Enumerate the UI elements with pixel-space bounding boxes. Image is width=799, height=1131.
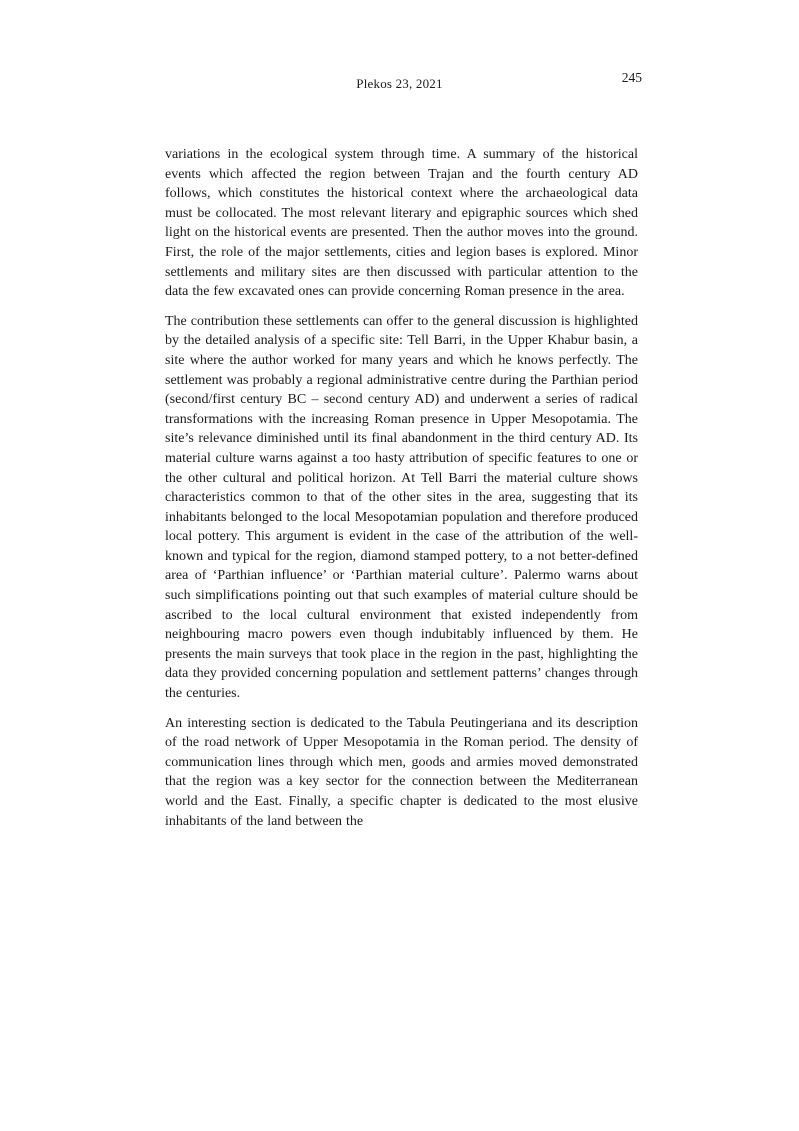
page-number: 245 [621, 70, 642, 85]
paragraph-1: variations in the ecological system through time. A summary of the historical events which affected the region between Trajan and the fourth century AD follows, which constitutes the historical context where the archaeological data must be collocated. The most relevant literary and epigraphic sources which shed light on the historical events are presented. Then the author moves into the ground. First, the role of the major settlements, cities and legion bases is explored. Minor settlements and military sites are then discussed with particular attention to the data the few excavated ones can provide concerning Roman presence in the area. [165, 147, 638, 300]
paragraph-2: The contribution these settlements can offer to the general discussion is highlighted by the detailed analysis of a specific site: Tell Barri, in the Upper Khabur basin, a site where the author worked for many years and which he knows perfectly. The settlement was probably a regional administrative centre during the Parthian period (second/first century BC – second century AD) and underwent a series of radical transformations with the increasing Roman presence in Upper Mesopotamia. The site’s relevance diminished until its final abandonment in the third century AD. Its material culture warns against a too hasty attribution of specific features to one or the other cultural and political horizon. At Tell Barri the material culture shows characteristics common to that of the other sites in the area, suggesting that its inhabitants belonged to the local Mesopotamian population and therefore produced local pottery. This argument is evident in the case of the attribution of the well-known and typical for the region, diamond stamped pottery, to a not better-defined area of ‘Parthian influence’ or ‘Parthian material culture’. Palermo warns about such simplifications pointing out that such examples of material culture should be ascribed to the local cultural environment that existed independently from neighbouring macro powers even though indubitably influenced by them. He presents the main surveys that took place in the region in the past, highlighting the data they provided concerning population and settlement patterns’ changes through the centuries. [165, 313, 638, 702]
page-header [0, 0, 799, 110]
running-head: Plekos 23, 2021 [356, 76, 443, 91]
review-body [165, 145, 638, 841]
paragraph-3: An interesting section is dedicated to the Tabula Peutingeriana and its description of the road network of Upper Mesopotamia in the Roman period. The density of communication lines through which men, goods and armies moved demonstrated that the region was a key sector for the connection between the Mediterranean world and the East. Finally, a specific chapter is dedicated to the most elusive inhabitants of the land between the [165, 715, 638, 829]
